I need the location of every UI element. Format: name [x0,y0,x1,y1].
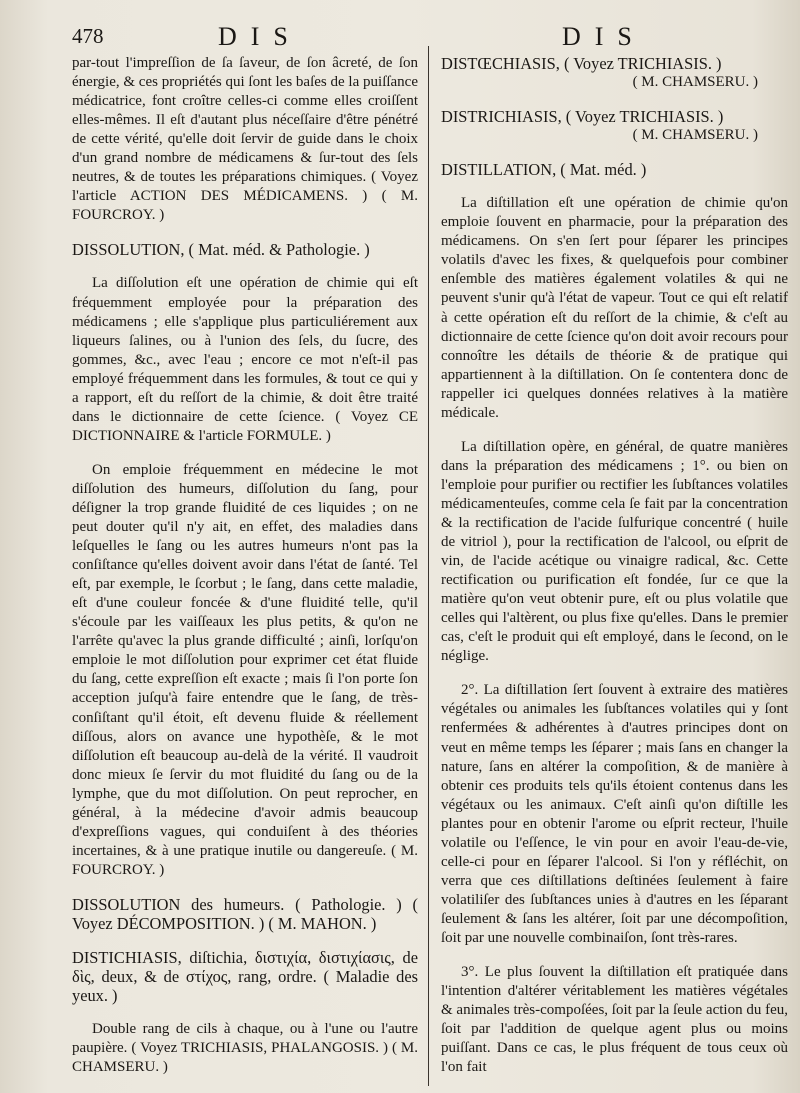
paragraph-spacer [441,92,788,107]
body-paragraph: La diſtillation opère, en général, de quatre manières dans la préparation des médicamens ; 1°. ou bien on l'emploie pour purifier ou rectifier les ſubſtances volatiles médicamenteuſes, comme cela ſe fait par la concentration & la rectification de l'acide ſulfurique concentré ( huile de vitriol ), pour la rectification de l'alcool, ou eſprit de vin, de l'acide acétique ou vinaigre radical, &c. Cette rectification ou purification eſt fondée, ſur ce que la matière qu'on veut obtenir pure, eſt ou plus volatile que celles qui l'altèrent, ou plus fixe qu'elles. Dans le premier cas, c'eſt le produit qui eſt employé, dans le ſecond, on le néglige. [441,438,788,665]
paragraph-spacer [441,179,788,194]
paragraph-spacer [441,948,788,963]
entry-heading: DISSOLUTION des humeurs. ( Pathologie. ) ( Voyez DÉCOMPOSITION. ) ( M. MAHON. ) [72,894,418,933]
column-divider [428,46,429,1086]
right-running-head: DIS [562,22,646,51]
paragraph-spacer [72,880,418,895]
left-running-head: DIS [218,22,302,51]
left-column [72,54,418,1077]
entry-heading: DISTILLATION, ( Mat. méd. ) [441,160,647,180]
body-paragraph: La diſſolution eſt une opération de chimie qui eſt fréquemment employée pour la préparation des médicamens ; elle s'applique plus particuliérement aux liqueurs ſalines, ou à l'union des ſels, du ſucre, des gommes, &c., avec l'eau ; encore ce mot n'eſt-il pas employé fréquemment dans les formules, & tout ce qui y a rapport, eſt du reſſort de la chimie, & doit être traité dans le dictionnaire de cette ſcience. ( Voyez CE DICTIONNAIRE & l'article FORMULE. ) [72,275,418,444]
author-credit: ( M. CHAMSERU. ) [632,127,758,144]
paragraph-spacer [441,145,788,160]
paragraph-spacer [441,423,788,438]
entry-heading: DISTŒCHIASIS, ( Voyez TRICHIASIS. ) [441,54,722,73]
paragraph-spacer [72,933,418,948]
paragraph-spacer [72,225,418,240]
paragraph-spacer [72,1005,418,1020]
author-credit: ( M. CHAMSERU. ) [632,74,758,91]
body-paragraph: La diſtillation eſt une opération de chimie qu'on emploie ſouvent en pharmacie, pour la préparation des médicamens. On s'en ſert pour ſéparer les principes volatils d'avec les fixes, & quelquefois pour combiner enſemble des matières également volatiles & qui ne peuvent s'unir qu'à l'état de vapeur. Tout ce qui eſt relatif à cette opération eſt du reſſort de la chimie, & c'eſt au dictionnaire de cette ſcience qu'on doit avoir recours pour connoître les détails de théorie & de pratique qui appartiennent à la diſtillation. On ſe contentera donc de rappeller ici quelques données relatives à la matière médicale. [441,195,788,421]
entry-heading: DISTICHIASIS, diſtichia, διστιχία, διστιχίασις, de δὶς, deux, & de στίχος, rang, ordre. ( Maladie des yeux. ) [72,948,418,1006]
body-paragraph: On emploie fréquemment en médecine le mot diſſolution des humeurs, diſſolution du ſang, pour déſigner la trop grande fluidité de ces liquides ; on ne peut douter qu'il n'y ait, en effet, des maladies dans leſquelles le ſang ou les autres humeurs n'ont pas la conſiſtance qu'elles doivent avoir dans l'état de ſanté. Tel eſt, par exemple, le ſcorbut ; le ſang, dans cette maladie, eſt d'une couleur foncée & d'une fluidité telle, qu'il s'écoule par les vaiſſeaux les plus petits, & qu'on ne l'arrête qu'avec la plus grande difficulté ; ainſi, lorſqu'on emploie le mot diſſolution pour exprimer cet état fluide du ſang, cette expreſſion eſt exacte ; mais ſi l'on porte ſon acception juſqu'à faire entendre que le ſang, de très-conſiſtant qu'il étoit, eſt devenu fluide & réellement diſſous, alors on avance une hypothèſe, & le mot diſſolution eſt beaucoup au-delà de la vérité. Il vaudroit donc mieux ſe ſervir du mot fluidité du ſang ou de la lymphe, que du mot diſſolution. On peut reprocher, en général, à la médecine d'avoir admis beaucoup d'expreſſions vagues, qui conduiſent à des théories incertaines, & à une pratique inutile ou dangereuſe. ( M. FOURCROY. ) [72,461,418,878]
entry-heading: DISTRICHIASIS, ( Voyez TRICHIASIS. ) [441,107,724,127]
page-header [0,22,800,58]
page-number: 478 [72,24,104,48]
entry-heading: DISSOLUTION, ( Mat. méd. & Pathologie. ) [72,240,370,260]
body-paragraph: 3°. Le plus ſouvent la diſtillation eſt pratiquée dans l'intention d'altérer véritablement les matières végétales & animales très-compoſées, ſoit par la ſeule action du feu, ſoit par l'addition de quelque agent plus ou moins puiſſant. Dans ce cas, le plus fréquent de tous ceux où l'on fait [441,964,788,1076]
right-column [441,54,788,1077]
body-paragraph: Double rang de cils à chaque, ou à l'une ou l'autre paupière. ( Voyez TRICHIASIS, PHALANGOSIS. ) ( M. CHAMSERU. ) [72,1021,418,1076]
paragraph-spacer [72,446,418,461]
paragraph-spacer [441,666,788,681]
body-paragraph: par-tout l'impreſſion de ſa ſaveur, de ſon âcreté, de ſon énergie, & ces propriétés qui ſont les baſes de la puiſſance médicatrice, font croître celles-ci comme elles croiſſent elles-mêmes. Il eſt d'autant plus néceſſaire d'être pénétré de cette vérité, qu'elle doit ſervir de guide dans le choix d'un grand nombre de médicamens & ſur-tout des ſels neutres, & de toutes les préparations chimiques. ( Voyez l'article ACTION DES MÉDICAMENS. ) ( M. FOURCROY. ) [72,55,418,224]
body-paragraph: 2°. La diſtillation ſert ſouvent à extraire des matières végétales ou animales les ſubſtances volatiles qui y ſont renfermées & adhérentes à d'autres principes dont on veut en même temps les ſéparer ; mais ſans en changer la nature, ſans en altérer la compoſition, & de manière à obtenir ces produits tels qu'ils étoient contenus dans les végétaux ou les animaux. C'eſt ainſi qu'on diſtille les plantes pour en obtenir l'arome ou eſprit recteur, l'huile volatile ou l'eſſence, le vin pour en avoir l'eau-de-vie, celle-ci pour en ſéparer l'alcool. Si l'on y réfléchit, on verra que ces diſtillations deſtinées ſeulement à faire volatiliſer des ſubſtances unies à d'autres en les ſéparant ſeulement & ſans les altérer, ſoit par une décompoſition, ſoit par une nouvelle combinaiſon, ſont très-rares. [441,682,788,946]
paragraph-spacer [72,259,418,274]
